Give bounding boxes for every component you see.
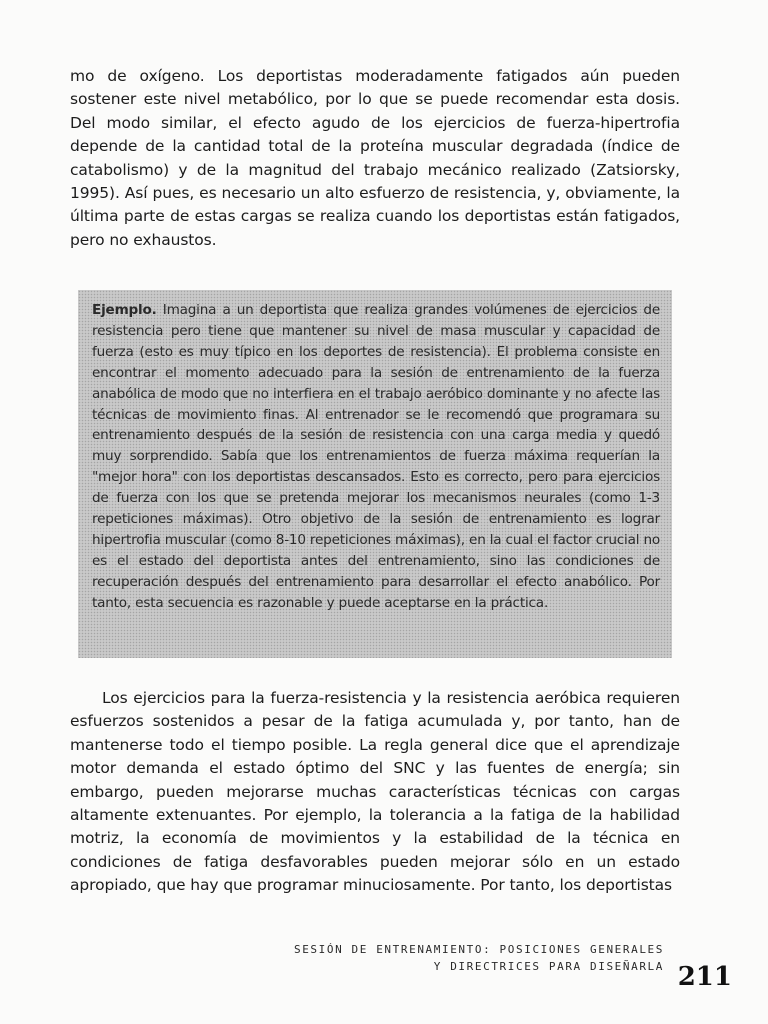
example-box: [92, 300, 660, 614]
body-paragraph-2: Los ejercicios para la fuerza-resistencia y la resistencia aeróbica requieren esfuerzos sostenidos a pesar de la fatiga acumulada y, por tanto, han de mantenerse todo el tiempo posible. La regla general dice que el aprendizaje motor demanda el estado óptimo del SNC y las fuentes de energía; sin embargo, pueden mejorarse muchas características técnicas con cargas altamente extenuantes. Por ejemplo, la tolerancia a la fatiga de la habilidad motriz, la economía de movimientos y la estabilidad de la técnica en condiciones de fatiga desfavorables pueden mejorar sólo en un estado apropiado, que hay que programar minuciosamente. Por tanto, los deportistas: [70, 689, 680, 895]
running-head-line-1: SESIÓN DE ENTRENAMIENTO: POSICIONES GENERALES: [293, 943, 664, 956]
body-paragraph-1: mo de oxígeno. Los deportistas moderadamente fatigados aún pueden sostener este nivel metabólico, por lo que se puede recomendar esta dosis. Del modo similar, el efecto agudo de los ejercicios de fuerza-hipertrofia depende de la cantidad total de la proteína muscular degradada (índice de catabolismo) y de la magnitud del trabajo mecánico realizado (Zatsiorsky, 1995). Así pues, es necesario un alto esfuerzo de resistencia, y, obviamente, la última parte de estas cargas se realiza cuando los deportistas están fatigados, pero no exhaustos.: [70, 67, 680, 249]
running-head: [294, 941, 664, 975]
example-text: Imagina a un deportista que realiza grandes volúmenes de ejercicios de resistencia pero tiene que mantener su nivel de masa muscular y capacidad de fuerza (esto es muy típico en los deportes de resistencia). El problema consiste en encontrar el momento adecuado para la sesión de entrenamiento de la fuerza anabólica de modo que no interfiera en el trabajo aeróbico dominante y no afecte las técnicas de movimiento finas. Al entrenador se le recomendó que programara su entrenamiento después de la sesión de resistencia con una carga media y quedó muy sorprendido. Sabía que los entrenamientos de fuerza máxima requerían la "mejor hora" con los deportistas descansados. Esto es correcto, pero para ejercicios de fuerza con los que se pretenda mejorar los mecanismos neurales (como 1-3 repeticiones máximas). Otro objetivo de la sesión de entrenamiento es lograr hipertrofia muscular (como 8-10 repeticiones máximas), en la cual el factor crucial no es el estado del deportista antes del entrenamiento, sino las condiciones de recuperación después del entrenamiento para desarrollar el efecto anabólico. Por tanto, esta secuencia es razonable y puede aceptarse en la práctica.: [92, 302, 660, 611]
running-head-line-2: Y DIRECTRICES PARA DISEÑARLA: [433, 960, 664, 973]
page-number: 211: [677, 962, 732, 992]
example-label: Ejemplo.: [92, 302, 157, 318]
